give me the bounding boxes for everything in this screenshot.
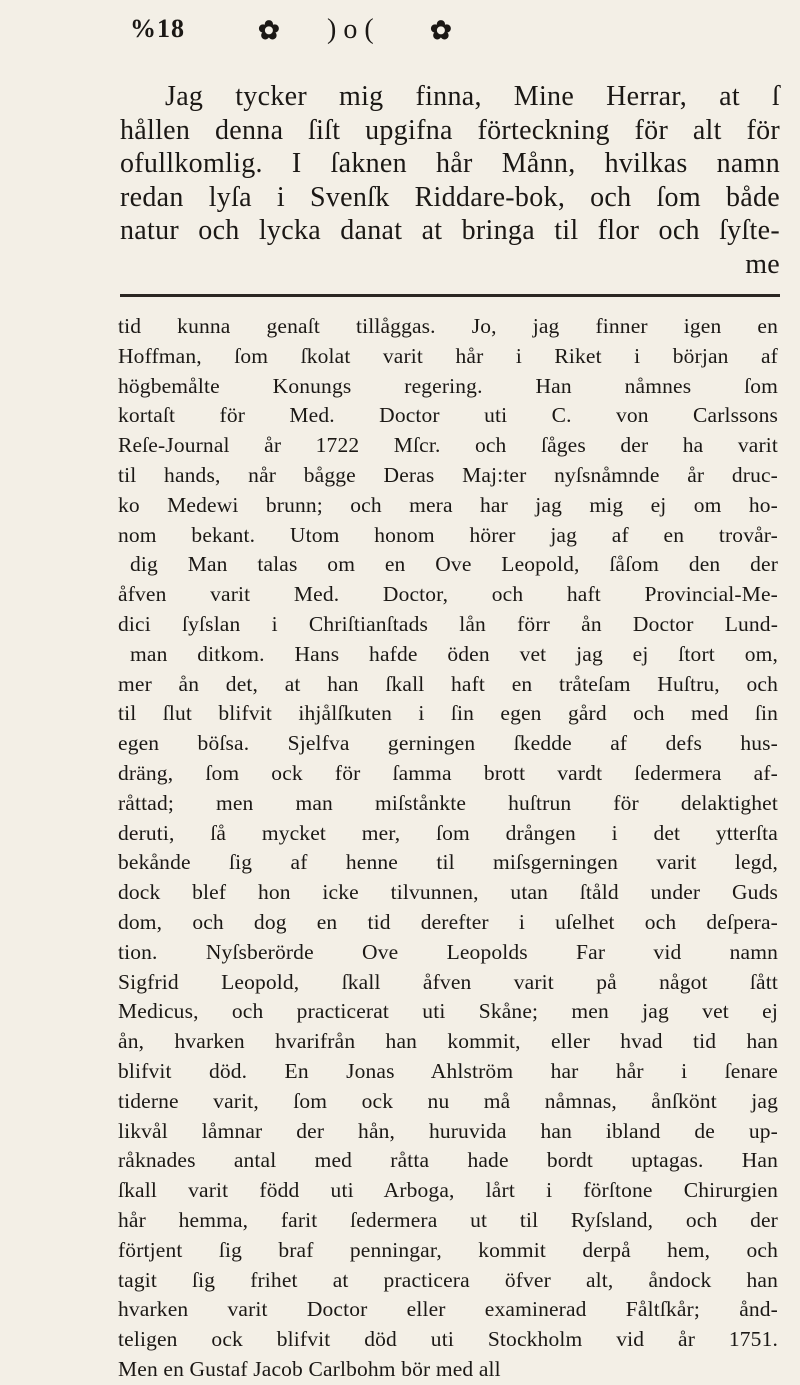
text-line: kortaſt för Med. Doctor uti C. von Carlssons	[118, 403, 778, 428]
text-line: tion. Nyſsberörde Ove Leopolds Far vid namn	[118, 939, 778, 964]
text-line: man ditkom. Hans hafde öden vet jag ej ſtort om,	[130, 641, 778, 666]
text-line: högbemålte Konungs regering. Han nåmnes ſom	[118, 373, 778, 398]
text-line: dici ſyſslan i Chriſtianſtads lån förr ån Doctor Lund-	[118, 611, 778, 636]
text-line: likvål låmnar der hån, huruvida han ibland de up-	[118, 1118, 778, 1143]
text-line: dräng, ſom ock för ſamma brott vardt ſedermera af-	[118, 760, 778, 785]
section-divider	[120, 294, 780, 297]
text-line: åfven varit Med. Doctor, och haft Provincial-Me-	[118, 582, 778, 607]
text-line: hållen denna ſiſt upgifna förteckning för alt för	[120, 114, 780, 146]
text-line: redan lyſa i Svenſk Riddare-bok, och ſom både	[120, 181, 780, 213]
text-line: tid kunna genaſt tillåggas. Jo, jag finner igen en	[118, 314, 778, 338]
text-line: ån, hvarken hvarifrån han kommit, eller hvad tid han	[118, 1029, 778, 1054]
text-line: råknades antal med råtta hade bordt uptagas. Han	[118, 1148, 778, 1173]
text-line: hvarken varit Doctor eller examinerad Fåltſkår; ånd-	[118, 1297, 778, 1322]
text-line: Jag tycker mig finna, Mine Herrar, at ſ	[165, 81, 780, 112]
text-line: hår hemma, farit ſedermera ut til Ryſsland, och der	[118, 1207, 778, 1232]
text-line: förtjent ſig braf penningar, kommit derpå hem, och	[118, 1237, 778, 1262]
text-line: teligen ock blifvit död uti Stockholm vid år 1751.	[118, 1327, 778, 1352]
text-line: dock blef hon icke tilvunnen, utan ſtåld under Guds	[118, 880, 778, 905]
text-line: til ſlut blifvit ihjålſkuten i ſin egen gård och med ſin	[118, 701, 778, 726]
page-header	[130, 14, 630, 58]
text-line: Sigfrid Leopold, ſkall åfven varit på något ſått	[118, 969, 778, 994]
text-line: Hoffman, ſom ſkolat varit hår i Riket i början af	[118, 343, 778, 368]
top-paragraph	[120, 80, 780, 281]
text-line: bekånde ſig af henne til miſsgerningen varit legd,	[118, 850, 778, 875]
header-ornament-mark: ) o (	[327, 14, 374, 45]
text-line: natur och lycka danat at bringa til flor och ſyſte-	[120, 215, 780, 246]
text-line: Medicus, och practicerat uti Skåne; men jag vet ej	[118, 999, 778, 1024]
text-line: me	[745, 248, 780, 280]
text-line: nom bekant. Utom honom hörer jag af en trovår-	[118, 522, 778, 547]
text-line: egen böſsa. Sjelfva gerningen ſkedde af defs hus-	[118, 731, 778, 756]
text-line: til hands, når bågge Deras Maj:ter nyſsnåmnde år druc-	[118, 462, 778, 487]
text-line: ſkall varit född uti Arboga, lårt i förſtone Chirurgien	[118, 1178, 778, 1203]
text-line: Men en Gustaf Jacob Carlbohm bör med all	[118, 1356, 501, 1381]
text-line: dom, och dog en tid derefter i uſelhet och deſpera-	[118, 909, 778, 934]
page-number: %18	[130, 14, 185, 43]
text-line: blifvit död. En Jonas Ahlström har hår i ſenare	[118, 1058, 778, 1083]
text-line: dig Man talas om en Ove Leopold, ſåſom den der	[130, 552, 778, 577]
text-line: tiderne varit, ſom ock nu må nåmnas, ånſkönt jag	[118, 1088, 778, 1113]
text-line: deruti, ſå mycket mer, ſom drången i det ytterſta	[118, 820, 778, 845]
text-line: tagit ſig frihet at practicera öfver alt, åndock han	[118, 1267, 778, 1292]
text-line: mer ån det, at han ſkall haft en tråteſam Huſtru, och	[118, 671, 778, 696]
text-line: Reſe-Journal år 1722 Mſcr. och ſåges der ha varit	[118, 433, 778, 458]
main-paragraph	[118, 312, 778, 1385]
text-line: råttad; men man miſstånkte huſtrun för delaktighet	[118, 790, 778, 815]
flower-ornament-icon: ✿	[258, 16, 280, 45]
text-line: ko Medewi brunn; och mera har jag mig ej om ho-	[118, 492, 778, 517]
flower-ornament-icon: ✿	[430, 16, 452, 45]
text-line: ofullkomlig. I ſaknen hår Månn, hvilkas namn	[120, 148, 780, 179]
